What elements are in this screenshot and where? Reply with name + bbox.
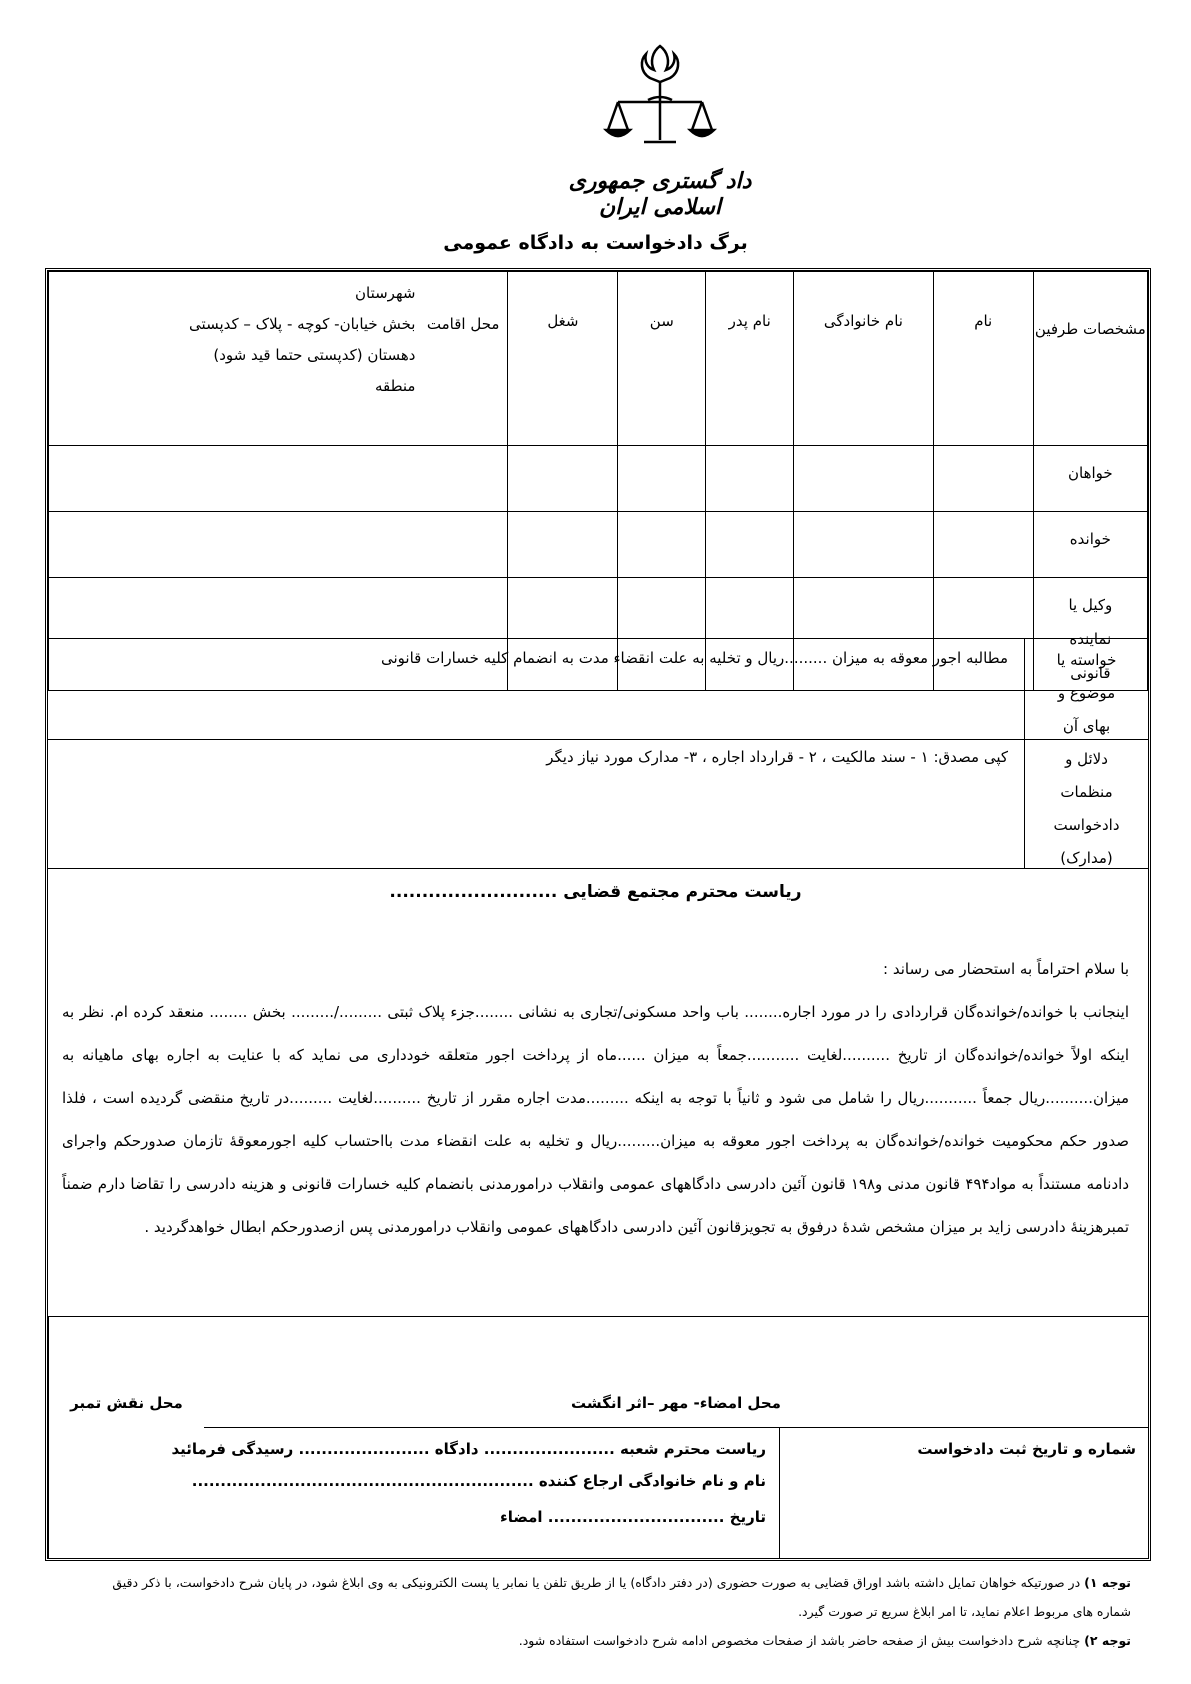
form-title: برگ دادخواست به دادگاه عمومی — [443, 232, 748, 254]
bottom-section — [48, 1316, 1148, 1559]
plaintiff-father-name-cell[interactable] — [706, 446, 794, 512]
defendant-family-name-cell[interactable] — [794, 512, 934, 578]
col-header-residence — [49, 272, 508, 446]
emblem-caption: داد گستری جمهوری اسلامی ایران — [568, 168, 752, 220]
plaintiff-family-name-cell[interactable] — [794, 446, 934, 512]
letter-heading: ریاست محترم مجتمع قضایی .......................... — [389, 882, 802, 902]
col-header-first-name: نام — [933, 272, 1033, 446]
defendant-occupation-cell[interactable] — [508, 512, 618, 578]
claim-subject-row — [48, 638, 1148, 740]
note-2-label: توجه ۲) — [1084, 1633, 1131, 1648]
plaintiff-first-name-cell[interactable] — [933, 446, 1033, 512]
referral-line-date[interactable]: تاریخ ............................... امضاء — [500, 1508, 766, 1526]
residence-line: منطقه — [374, 377, 416, 395]
residence-line: دهستان (کدپستی حتما قید شود) — [213, 346, 416, 364]
letter-greeting: با سلام احتراماً به استحضار می رساند : — [883, 960, 1129, 978]
signature-label: محل امضاء- مهر –اثر انگشت — [571, 1394, 781, 1412]
evidence-text[interactable]: کپی مصدق: ۱ - سند مالکیت ، ۲ - قرارداد اجاره ، ۳- مدارک مورد نیاز دیگر — [546, 748, 1008, 766]
note-1-label: توجه ۱) — [1084, 1575, 1131, 1590]
scales-of-justice-icon — [600, 38, 720, 158]
defendant-age-cell[interactable] — [618, 512, 706, 578]
registration-divider — [779, 1428, 780, 1559]
residence-label: محل اقامت — [426, 315, 500, 333]
claim-subject-label: خواسته یا موضوع و بهای آن — [1024, 639, 1148, 739]
claim-subject-text[interactable]: مطالبه اجور معوقه به میزان .........ریال و تخلیه به علت انقضاء مدت به انضمام کلیه خسارات قانونی — [381, 649, 1008, 667]
footnotes — [80, 1568, 1131, 1655]
table-row-plaintiff — [49, 446, 1148, 512]
stamp-box — [48, 1317, 204, 1559]
judiciary-emblem — [540, 38, 780, 220]
stamp-label: محل نقش تمبر — [70, 1394, 183, 1412]
parties-table — [48, 271, 1148, 691]
plaintiff-occupation-cell[interactable] — [508, 446, 618, 512]
defendant-father-name-cell[interactable] — [706, 512, 794, 578]
evidence-label: دلائل و منظمات دادخواست (مدارک) — [1024, 738, 1148, 868]
row-label-defendant: خوانده — [1033, 512, 1147, 578]
plaintiff-age-cell[interactable] — [618, 446, 706, 512]
note-1 — [80, 1568, 1131, 1626]
table-row-defendant — [49, 512, 1148, 578]
residence-line: شهرستان — [355, 284, 416, 302]
row-label-plaintiff: خواهان — [1033, 446, 1147, 512]
col-header-age: سن — [618, 272, 706, 446]
evidence-row — [48, 738, 1148, 869]
letter-body[interactable] — [62, 948, 1129, 1249]
residence-line: بخش خیابان- کوچه - پلاک – کدپستی — [189, 315, 416, 333]
col-header-family-name: نام خانوادگی — [794, 272, 934, 446]
defendant-first-name-cell[interactable] — [933, 512, 1033, 578]
letter-text: اینجانب با خوانده/خوانده‌گان قراردادی را در مورد اجاره........ باب واحد مسکونی/تجاری به نشانی ........جزء پلاک ثبتی ........./......... بخش ........ منعقد کرده ام. نظر به اینکه اولاً خوانده/خوانده‌گان از تاریخ ..........لغایت ...........جمعاً به میزان ......ماه از پرداخت اجور متعلقه خودداری می نماید که با عنایت به اجاره بهای ماهیانه به میزان..........ریال جمعاً ...........ریال را شامل می شود و ثانیاً با توجه به اینکه .........مدت اجاره مقرر از تاریخ ..........لغایت .........در تاریخ منقضی گردیده است ، فلذا صدور حکم محکومیت خوانده/خوانده‌گان به پرداخت اجور معوقه به میزان.........ریال و تخلیه به علت انقضاء مدت بااحتساب کلیه اجورمعوقۀ تازمان صدورحکم واجرای دادنامه مستنداً به مواد۴۹۴ قانون مدنی و۱۹۸ قانون آئین دادرسی دادگاههای عمومی وانقلاب درامورمدنی بانضمام کلیه خسارات قانونی و هزینه دادرسی را تقاضا دارم ضمناً تمبرهزینۀ دادرسی زاید بر میزان مشخص شدۀ درفوق به تجویزقانون آئین دادرسی دادگاههای عمومی وانقلاب درامورمدنی پس ازصدورحکم ابطال خواهدگردید . — [62, 1003, 1129, 1236]
table-header-row — [49, 272, 1148, 446]
referral-line-branch[interactable]: ریاست محترم شعبه ....................... دادگاه ....................... رسیدگی فرمائید — [171, 1440, 766, 1458]
col-header-specs: مشخصات طرفین — [1033, 272, 1147, 446]
referral-line-name[interactable]: نام و نام خانوادگی ارجاع کننده ............................................................ — [191, 1472, 766, 1490]
registration-label: شماره و تاریخ ثبت دادخواست — [917, 1440, 1136, 1458]
col-header-father-name: نام پدر — [706, 272, 794, 446]
col-header-occupation: شغل — [508, 272, 618, 446]
note-1-text: در صورتیکه خواهان تمایل داشته باشد اوراق قضایی به صورت حضوری (در دفتر دادگاه) یا از طریق تلفن یا نمابر یا پست الکترونیکی به وی ابلاغ شود، در پایان شرح دادخواست، با ذکر دقیق شماره های مربوط اعلام نماید، تا امر ابلاغ سریع تر صورت گیرد. — [112, 1575, 1131, 1619]
referral-area — [171, 1427, 1148, 1559]
row-label-attorney: وکیل یا نماینده قانونی — [1033, 578, 1147, 691]
plaintiff-residence-cell[interactable] — [49, 446, 508, 512]
defendant-residence-cell[interactable] — [49, 512, 508, 578]
note-2 — [80, 1626, 1131, 1655]
note-2-text: چنانچه شرح دادخواست بیش از صفحه حاضر باشد از صفحات مخصوص ادامه شرح دادخواست استفاده شود. — [518, 1633, 1081, 1648]
